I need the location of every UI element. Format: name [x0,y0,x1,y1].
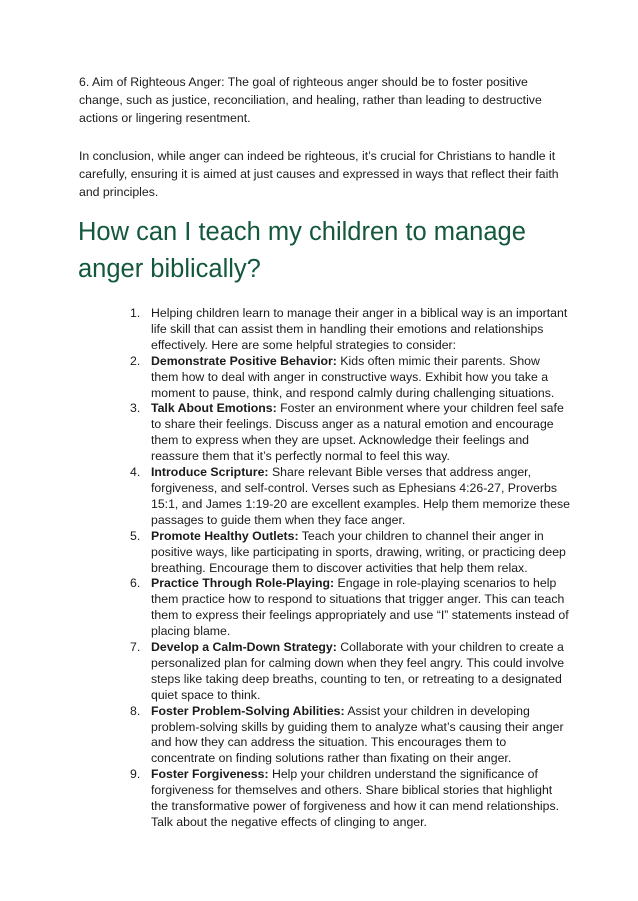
list-item-number: 9. [130,767,141,782]
list-item-text: Helping children learn to manage their anger in a biblical way is an important life skill that can assist them in handling their emotions and relationships effectively. Here are some helpful strategies to consider: [151,306,568,352]
strategies-list [130,306,570,831]
list-item-lead: Introduce Scripture: [151,465,269,480]
list-item-number: 3. [130,401,141,416]
list-item-lead: Talk About Emotions: [151,401,277,416]
list-item-text: Foster an environment where your children feel safe to share their feelings. Discuss anger as a natural emotion and encourage them to express when they are upset. Acknowledge their feelings and reassure them that it’s perfectly normal to feel this way. [151,401,564,464]
list-item [130,767,570,831]
list-item-text: Assist your children in developing problem-solving skills by guiding them to analyze what’s causing their anger and how they can address the situation. This encourages them to concentrate on finding solutions rather than fixating on their anger. [151,703,564,766]
list-item-text: Teach your children to channel their anger in positive ways, like participating in sports, drawing, writing, or practicing deep breathing. Encourage them to discover activities that help them relax. [151,528,566,575]
list-item [130,354,570,402]
list-item-number: 5. [130,528,141,543]
list-item [130,306,570,354]
list-item-lead: Foster Forgiveness: [151,767,269,782]
list-item [130,401,570,465]
list-item [130,640,570,704]
list-item-text: Share relevant Bible verses that address anger, forgiveness, and self-control. Verses such as Ephesians 4:26-27, Proverbs 15:1, and James 1:19-20 are excellent examples. Help them memorize these passages to guide them when they face anger. [151,465,570,527]
list-item-lead: Foster Problem-Solving Abilities: [151,703,345,718]
list-item-lead: Practice Through Role-Playing: [151,576,335,591]
list-item-text: Help your children understand the significance of forgiveness for themselves and others. Share biblical stories that highlight the transformative power of forgiveness and how it can mend relationships. Talk about the negative effects of clinging to anger. [151,767,560,829]
list-item-number: 7. [130,640,141,655]
list-item [130,704,570,768]
list-item-text: Collaborate with your children to create a personalized plan for calming down when they feel angry. This could involve steps like taking deep breaths, counting to ten, or retreating to a designated quiet space to think. [151,640,565,702]
list-item [130,529,570,577]
list-item [130,576,570,640]
list-item [130,465,570,529]
list-item-number: 2. [130,353,141,368]
section-heading: How can I teach my children to manage anger biblically? [78,218,526,283]
list-item-lead: Develop a Calm-Down Strategy: [151,640,337,655]
list-item-lead: Demonstrate Positive Behavior: [151,353,337,368]
list-item-text: Engage in role-playing scenarios to help them practice how to respond to situations that trigger anger. This can teach them to express their feelings appropriately and use “I” statements instead of placing blame. [151,576,569,639]
list-item-number: 1. [130,306,141,320]
list-item-number: 6. [130,576,141,591]
paragraph-conclusion: In conclusion, while anger can indeed be righteous, it’s crucial for Christians to handle it carefully, ensuring it is aimed at just causes and expressed in ways that reflect their faith and principles. [79,149,559,199]
list-item-text: Kids often mimic their parents. Show them how to deal with anger in constructive ways. Exhibit how you take a moment to pause, think, and respond calmly during challenging situations. [151,353,555,400]
paragraph-righteous-anger-aim: 6. Aim of Righteous Anger: The goal of righteous anger should be to foster positive change, such as justice, reconciliation, and healing, rather than leading to destructive actions or lingering resentment. [79,75,542,125]
list-item-lead: Promote Healthy Outlets: [151,528,299,543]
list-item-number: 8. [130,703,141,718]
list-item-number: 4. [130,465,141,480]
